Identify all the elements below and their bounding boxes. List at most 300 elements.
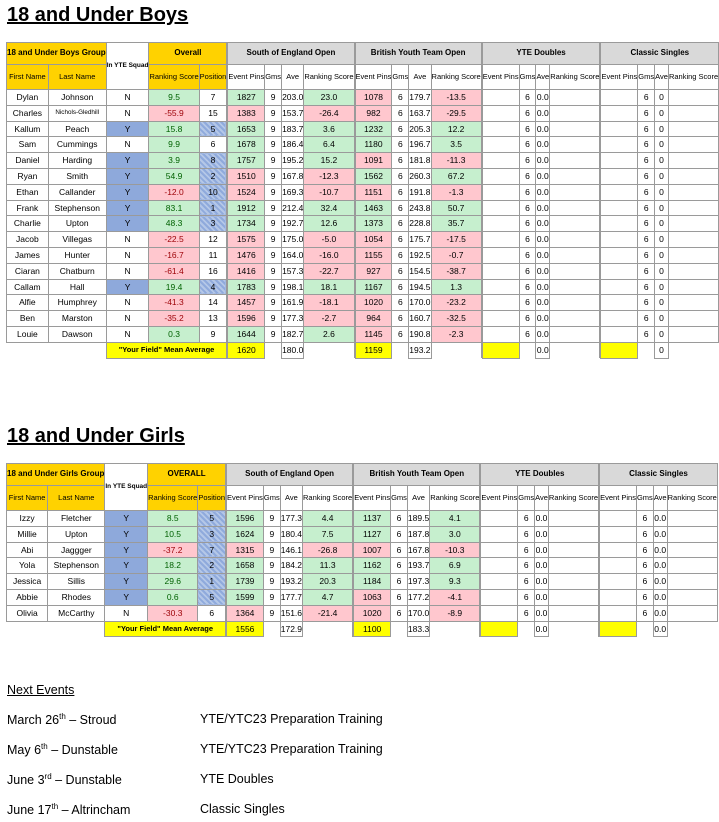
event-pins (481, 605, 518, 621)
event-ranking: -26.8 (303, 542, 353, 558)
event-pins (601, 232, 638, 248)
event-ranking: -16.0 (304, 247, 354, 263)
event-ranking: -17.5 (431, 232, 481, 248)
first-name: Millie (7, 526, 48, 542)
last-name: Smith (48, 168, 106, 184)
event-pins-header: Event Pins (228, 65, 265, 90)
blank (638, 342, 655, 358)
average: 0.0 (653, 526, 667, 542)
event-ranking (550, 105, 600, 121)
average: 0.0 (536, 279, 550, 295)
first-name: Charles (7, 105, 49, 121)
games: 6 (392, 295, 409, 311)
squad-flag: N (106, 232, 149, 248)
event-ranking (548, 574, 598, 590)
position: 1 (198, 574, 226, 590)
average: 160.7 (409, 311, 431, 327)
games: 6 (519, 153, 536, 169)
event-ranking (668, 232, 718, 248)
average-header: Ave (407, 486, 429, 511)
event-ranking (668, 311, 718, 327)
mean-pins: 1556 (227, 621, 264, 637)
player-row (7, 295, 719, 311)
event-ranking: 6.9 (430, 558, 480, 574)
first-name: Abi (7, 542, 48, 558)
games: 9 (265, 326, 282, 342)
event-ranking (668, 153, 718, 169)
event-pins (482, 216, 519, 232)
average: 0.0 (536, 90, 550, 106)
event-pins: 1127 (354, 526, 391, 542)
games: 6 (392, 263, 409, 279)
event-pins: 1510 (228, 168, 265, 184)
event-pins (481, 526, 518, 542)
average: 177.2 (407, 589, 429, 605)
average: 0.0 (536, 121, 550, 137)
games: 9 (265, 168, 282, 184)
event-pins: 1091 (355, 153, 392, 169)
average: 0 (655, 279, 669, 295)
event-pins (601, 311, 638, 327)
games: 6 (392, 247, 409, 263)
first-name: Daniel (7, 153, 49, 169)
first-name: Izzy (7, 511, 48, 527)
average: 0.0 (536, 168, 550, 184)
event-pins (600, 526, 637, 542)
event-ranking: 12.6 (304, 216, 354, 232)
ranking-score: -41.3 (149, 295, 199, 311)
first-name: Olivia (7, 605, 48, 621)
event-pins (482, 90, 519, 106)
field-average-label: "Your Field" Mean Average (105, 621, 226, 637)
event-pins: 1678 (228, 137, 265, 153)
position: 7 (199, 90, 227, 106)
games: 6 (391, 542, 408, 558)
ranking-score: -55.9 (149, 105, 199, 121)
event-pins: 1007 (354, 542, 391, 558)
games: 6 (519, 90, 536, 106)
games: 9 (265, 90, 282, 106)
event-ranking: -18.1 (304, 295, 354, 311)
games: 6 (392, 311, 409, 327)
event-pins (600, 511, 637, 527)
next-events-heading: Next Events (7, 683, 75, 697)
event-ranking: 11.3 (303, 558, 353, 574)
average: 157.3 (282, 263, 304, 279)
event-ranking (668, 105, 718, 121)
games: 6 (636, 605, 653, 621)
average: 0.0 (536, 263, 550, 279)
average: 164.0 (282, 247, 304, 263)
games: 9 (265, 295, 282, 311)
boys-ranking-table (6, 42, 719, 359)
event-ranking (668, 247, 718, 263)
player-row (7, 232, 719, 248)
average-header: Ave (282, 65, 304, 90)
average: 192.7 (282, 216, 304, 232)
player-row (7, 184, 719, 200)
event-pins: 1562 (355, 168, 392, 184)
last-name: Marston (48, 311, 106, 327)
event-ranking (550, 232, 600, 248)
average-header: Ave (655, 65, 669, 90)
games: 6 (638, 168, 655, 184)
event-pins: 1373 (355, 216, 392, 232)
event-ranking: 32.4 (304, 200, 354, 216)
squad-flag: Y (106, 279, 149, 295)
position: 5 (199, 121, 227, 137)
event-ranking (668, 121, 718, 137)
ranking-score: 9.9 (149, 137, 199, 153)
squad-flag: N (106, 311, 149, 327)
average: 0 (655, 232, 669, 248)
girls-title: 18 and Under Girls (7, 425, 185, 447)
event-ranking: -13.5 (431, 90, 481, 106)
average: 0.0 (536, 247, 550, 263)
position: 15 (199, 105, 227, 121)
last-name-header: Last Name (48, 486, 105, 511)
last-name: Upton (48, 216, 106, 232)
event-pins (601, 184, 638, 200)
games: 6 (636, 511, 653, 527)
games: 6 (519, 137, 536, 153)
average: 193.2 (280, 574, 302, 590)
first-name: Callam (7, 279, 49, 295)
event-ranking: 3.6 (304, 121, 354, 137)
last-name: Jaggger (48, 542, 105, 558)
event-ranking (550, 200, 600, 216)
player-row (7, 526, 718, 542)
player-row (7, 247, 719, 263)
games: 6 (519, 232, 536, 248)
games: 6 (518, 589, 535, 605)
event-ranking: 3.0 (430, 526, 480, 542)
event-pins (600, 542, 637, 558)
games: 6 (392, 184, 409, 200)
first-name: Charlie (7, 216, 49, 232)
average: 151.6 (280, 605, 302, 621)
average: 212.4 (282, 200, 304, 216)
mean-average: 0.0 (535, 621, 549, 637)
event-ranking: -2.3 (431, 326, 481, 342)
event-ranking (667, 605, 717, 621)
overall-header: OVERALL (148, 464, 226, 486)
average: 191.8 (409, 184, 431, 200)
player-row (7, 90, 719, 106)
event-date-venue (7, 712, 117, 727)
average: 0.0 (536, 200, 550, 216)
first-name: Ben (7, 311, 49, 327)
last-name: Stephenson (48, 200, 106, 216)
games-header: Gms (518, 486, 535, 511)
event-pins (482, 263, 519, 279)
games: 6 (519, 263, 536, 279)
games: 6 (391, 558, 408, 574)
games: 6 (392, 200, 409, 216)
event-pins (482, 168, 519, 184)
average: 203.0 (282, 90, 304, 106)
event-venue: – Dunstable (51, 773, 122, 788)
position: 4 (199, 279, 227, 295)
player-row (7, 511, 718, 527)
ranking-score: 18.2 (148, 558, 198, 574)
event-ranking: 4.4 (303, 511, 353, 527)
games: 6 (638, 216, 655, 232)
last-name: Peach (48, 121, 106, 137)
ranking-score-header: Ranking Score (148, 486, 198, 511)
average: 198.1 (282, 279, 304, 295)
games-header: Gms (519, 65, 536, 90)
event-pins: 1596 (227, 511, 264, 527)
event-pins (600, 574, 637, 590)
games: 6 (638, 90, 655, 106)
event-ranking (668, 263, 718, 279)
mean-average: 172.9 (280, 621, 302, 637)
event-ranking: -26.4 (304, 105, 354, 121)
last-name-header: Last Name (48, 65, 106, 90)
games: 6 (519, 168, 536, 184)
date-ordinal: th (41, 742, 48, 751)
event-pins: 1575 (228, 232, 265, 248)
event-ranking: -12.3 (304, 168, 354, 184)
games: 6 (519, 279, 536, 295)
event-ranking: -10.7 (304, 184, 354, 200)
games-header: Gms (638, 65, 655, 90)
games-header: Gms (391, 486, 408, 511)
average: 0.0 (535, 605, 549, 621)
games-header: Gms (636, 486, 653, 511)
last-name: Stephenson (48, 558, 105, 574)
group-label: 18 and Under Boys Group (7, 43, 107, 65)
blank (430, 621, 480, 637)
event-ranking-header: Ranking Score (550, 65, 600, 90)
games: 6 (519, 121, 536, 137)
event-ranking: 35.7 (431, 216, 481, 232)
event-ranking (548, 589, 598, 605)
event-ranking (550, 295, 600, 311)
last-name: Nichols-Gledhill (48, 105, 106, 121)
games: 6 (518, 542, 535, 558)
first-name-header: First Name (7, 486, 48, 511)
average: 0 (655, 326, 669, 342)
mean-pins (481, 621, 518, 637)
average: 0 (655, 153, 669, 169)
average: 260.3 (409, 168, 431, 184)
first-name: Kallum (7, 121, 49, 137)
event-pins (601, 137, 638, 153)
player-row (7, 558, 718, 574)
average: 181.8 (409, 153, 431, 169)
event-ranking: 1.3 (431, 279, 481, 295)
ranking-score: -35.2 (149, 311, 199, 327)
position: 2 (199, 168, 227, 184)
event-date: June 17 (7, 803, 52, 818)
games: 6 (392, 216, 409, 232)
event-pins (601, 90, 638, 106)
games-header: Gms (263, 486, 280, 511)
games: 6 (519, 184, 536, 200)
group-label: 18 and Under Girls Group (7, 464, 105, 486)
squad-flag: Y (105, 511, 148, 527)
event-pins (482, 184, 519, 200)
event-pins: 1599 (227, 589, 264, 605)
average: 0 (655, 105, 669, 121)
field-average-row (7, 342, 719, 358)
event-pins: 1020 (355, 295, 392, 311)
ranking-score: -61.4 (149, 263, 199, 279)
event-ranking: 20.3 (303, 574, 353, 590)
event-ranking-header: Ranking Score (548, 486, 598, 511)
first-name: Yola (7, 558, 48, 574)
event-pins (601, 247, 638, 263)
event-ranking: -29.5 (431, 105, 481, 121)
event-ranking (667, 574, 717, 590)
event-ranking (668, 184, 718, 200)
event-ranking (667, 558, 717, 574)
last-name: Humphrey (48, 295, 106, 311)
event-pins: 1054 (355, 232, 392, 248)
average: 170.0 (409, 295, 431, 311)
games: 6 (638, 311, 655, 327)
position: 7 (198, 542, 226, 558)
average: 175.0 (282, 232, 304, 248)
squad-flag: Y (106, 121, 149, 137)
average: 0.0 (535, 511, 549, 527)
last-name: Cummings (48, 137, 106, 153)
event-pins (601, 263, 638, 279)
event-pins: 1137 (354, 511, 391, 527)
average: 194.5 (409, 279, 431, 295)
event-pins (600, 558, 637, 574)
games: 6 (638, 105, 655, 121)
games: 9 (265, 137, 282, 153)
event-ranking (550, 263, 600, 279)
average: 0 (655, 137, 669, 153)
event-description: YTE Doubles (200, 772, 274, 786)
ranking-score-header: Ranking Score (149, 65, 199, 90)
games: 6 (392, 232, 409, 248)
event-ranking (667, 542, 717, 558)
position-header: Position (199, 65, 227, 90)
squad-flag: N (106, 90, 149, 106)
event-ranking: -10.3 (430, 542, 480, 558)
games: 9 (265, 121, 282, 137)
overall-header: Overall (149, 43, 227, 65)
event-ranking-header: Ranking Score (303, 486, 353, 511)
average-header: Ave (653, 486, 667, 511)
games: 6 (519, 326, 536, 342)
event-ranking: -32.5 (431, 311, 481, 327)
games: 9 (265, 216, 282, 232)
first-name: Sam (7, 137, 49, 153)
event-pins: 1463 (355, 200, 392, 216)
event-pins-header: Event Pins (600, 486, 637, 511)
event-ranking (548, 605, 598, 621)
event-pins-header: Event Pins (355, 65, 392, 90)
games: 9 (265, 311, 282, 327)
ranking-score: -16.7 (149, 247, 199, 263)
event-ranking (550, 137, 600, 153)
ranking-score: 3.9 (149, 153, 199, 169)
event-ranking: 18.1 (304, 279, 354, 295)
average: 189.5 (407, 511, 429, 527)
event-ranking (668, 137, 718, 153)
event-pins: 1315 (227, 542, 264, 558)
average: 177.3 (282, 311, 304, 327)
event-pins (601, 105, 638, 121)
average: 180.4 (280, 526, 302, 542)
average: 0.0 (536, 295, 550, 311)
blank (392, 342, 409, 358)
event-ranking (550, 121, 600, 137)
event-date-venue (7, 742, 118, 757)
ranking-score: -37.2 (148, 542, 198, 558)
player-row (7, 263, 719, 279)
blank (636, 621, 653, 637)
first-name: Frank (7, 200, 49, 216)
games: 6 (392, 326, 409, 342)
mean-average: 0.0 (653, 621, 667, 637)
event-pins (481, 574, 518, 590)
in-squad-header: In YTE Squad (105, 464, 148, 511)
event-pins: 1232 (355, 121, 392, 137)
squad-flag: Y (106, 168, 149, 184)
average: 205.3 (409, 121, 431, 137)
player-row (7, 279, 719, 295)
position: 9 (199, 326, 227, 342)
squad-flag: Y (105, 542, 148, 558)
ranking-score: -30.3 (148, 605, 198, 621)
mean-average: 180.0 (282, 342, 304, 358)
event-ranking: -4.1 (430, 589, 480, 605)
girls-ranking-table (6, 463, 718, 637)
event-ranking (668, 326, 718, 342)
average: 0.0 (653, 542, 667, 558)
event-pins: 1783 (228, 279, 265, 295)
mean-average: 183.3 (407, 621, 429, 637)
event-header-byto: British Youth Team Open (354, 464, 480, 486)
average: 0.0 (536, 153, 550, 169)
average-header: Ave (536, 65, 550, 90)
date-ordinal: th (59, 712, 66, 721)
games: 9 (265, 279, 282, 295)
event-ranking: -5.0 (304, 232, 354, 248)
games: 6 (638, 326, 655, 342)
games: 6 (638, 295, 655, 311)
first-name: Alfie (7, 295, 49, 311)
average: 0 (655, 216, 669, 232)
event-pins: 1653 (228, 121, 265, 137)
last-name: Hunter (48, 247, 106, 263)
average: 161.9 (282, 295, 304, 311)
last-name: Dawson (48, 326, 106, 342)
games-header: Gms (392, 65, 409, 90)
mean-pins (482, 342, 519, 358)
average: 0.0 (536, 216, 550, 232)
position: 11 (199, 247, 227, 263)
squad-flag: Y (106, 153, 149, 169)
event-pins: 1524 (228, 184, 265, 200)
player-row (7, 216, 719, 232)
event-pins: 964 (355, 311, 392, 327)
first-name: Dylan (7, 90, 49, 106)
games: 6 (638, 184, 655, 200)
games: 9 (265, 247, 282, 263)
last-name: Villegas (48, 232, 106, 248)
event-pins (481, 542, 518, 558)
event-pins: 1155 (355, 247, 392, 263)
event-ranking (668, 168, 718, 184)
